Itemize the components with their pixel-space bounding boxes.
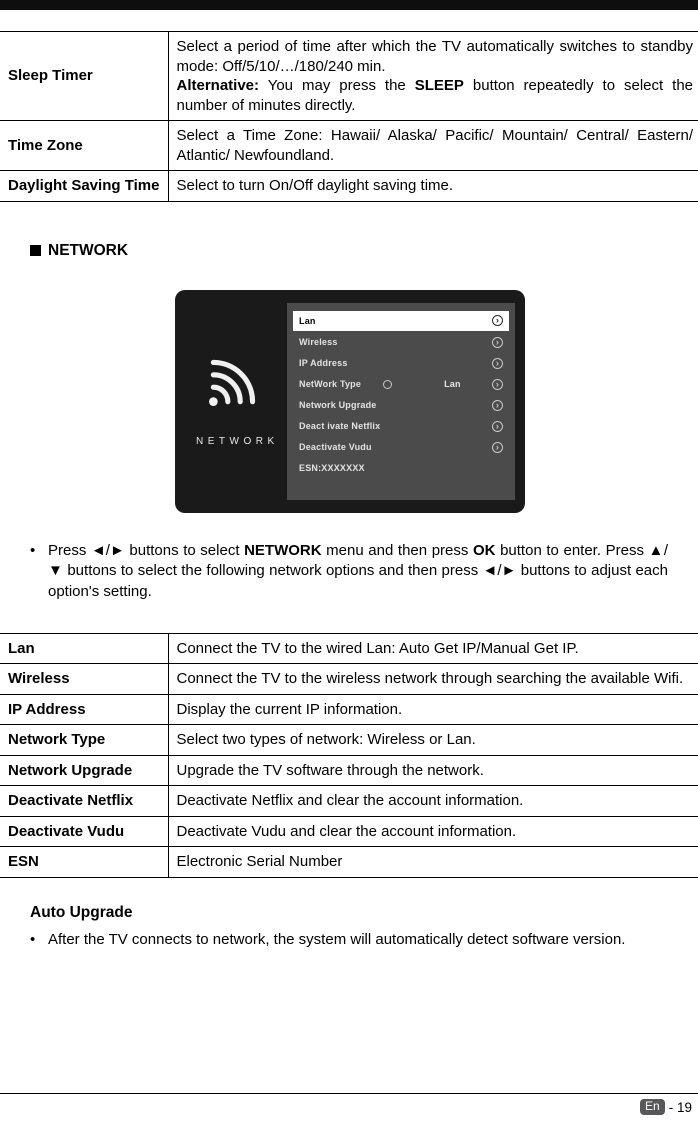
menu-item-wireless xyxy=(293,332,509,353)
tv-menu-screenshot xyxy=(175,290,525,513)
network-logo-label: NETWORK xyxy=(196,435,279,447)
row-description: Select a period of time after which the TV automatically switches to standby mode: Off/5/10/…/180/240 min. Alternative: You may press the SLEEP button repeatedly to select the number of minutes directly. xyxy=(168,32,698,121)
menu-item-network-type xyxy=(293,374,509,395)
menu-item-esn xyxy=(293,458,509,479)
toggle-circle-icon xyxy=(383,380,392,389)
row-label: Network Type xyxy=(0,725,168,756)
menu-item-label: NetWork Type xyxy=(299,379,362,389)
section-marker-icon xyxy=(30,245,41,256)
table-row xyxy=(0,664,698,695)
menu-item-value: Lan xyxy=(444,379,461,389)
bullet-text: Press ◄/► buttons to select NETWORK menu and then press OK button to enter. Press ▲/▼ buttons to select the following network options and then press ◄/► buttons to adjust each option's setting. xyxy=(48,541,668,600)
menu-item-ip-address xyxy=(293,353,509,374)
table-row xyxy=(0,171,698,202)
row-label: Time Zone xyxy=(0,121,168,171)
page-number xyxy=(640,1099,692,1115)
bullet-text: After the TV connects to network, the system will automatically detect software version. xyxy=(48,930,626,948)
menu-item-label: Wireless xyxy=(299,337,338,347)
menu-item-label: ESN:XXXXXXX xyxy=(299,463,365,473)
table-row xyxy=(0,786,698,817)
menu-item-deactivate-vudu xyxy=(293,437,509,458)
network-options-table xyxy=(0,633,698,878)
instruction-bullet xyxy=(30,541,668,603)
table-row xyxy=(0,32,698,121)
wifi-signal-icon xyxy=(201,348,267,414)
auto-upgrade-bullet xyxy=(30,930,668,951)
bullet-marker: • xyxy=(30,930,36,948)
row-label: Lan xyxy=(0,633,168,664)
row-label: Deactivate Vudu xyxy=(0,816,168,847)
page-number-text: - 19 xyxy=(668,1099,692,1115)
menu-item-deactivate-netflix xyxy=(293,416,509,437)
chevron-circle-icon: › xyxy=(492,421,503,432)
section-heading-label: NETWORK xyxy=(48,241,129,259)
chevron-circle-icon: › xyxy=(492,337,503,348)
row-description: Upgrade the TV software through the network. xyxy=(168,755,698,786)
top-accent-bar xyxy=(0,0,698,10)
row-description: Connect the TV to the wireless network through searching the available Wifi. xyxy=(168,664,698,695)
row-description: Select to turn On/Off daylight saving time. xyxy=(168,171,698,202)
menu-item-label: Lan xyxy=(299,315,316,326)
row-label: Daylight Saving Time xyxy=(0,171,168,202)
row-description: Connect the TV to the wired Lan: Auto Get IP/Manual Get IP. xyxy=(168,633,698,664)
table-row xyxy=(0,633,698,664)
row-description: Deactivate Vudu and clear the account information. xyxy=(168,816,698,847)
row-label: Sleep Timer xyxy=(0,32,168,121)
table-row xyxy=(0,694,698,725)
settings-table xyxy=(0,31,698,202)
auto-upgrade-heading: Auto Upgrade xyxy=(30,903,133,921)
bullet-marker: • xyxy=(30,541,36,559)
row-label: IP Address xyxy=(0,694,168,725)
row-description: Deactivate Netflix and clear the account information. xyxy=(168,786,698,817)
row-label: Deactivate Netflix xyxy=(0,786,168,817)
row-label: Network Upgrade xyxy=(0,755,168,786)
menu-item-label: Network Upgrade xyxy=(299,400,377,410)
row-description: Select two types of network: Wireless or Lan. xyxy=(168,725,698,756)
chevron-circle-icon: › xyxy=(492,400,503,411)
row-description: Display the current IP information. xyxy=(168,694,698,725)
table-row xyxy=(0,816,698,847)
chevron-circle-icon: › xyxy=(492,379,503,390)
menu-item-label: Deactivate Vudu xyxy=(299,442,372,452)
section-heading-network xyxy=(30,242,668,260)
menu-item-label: IP Address xyxy=(299,358,348,368)
table-row xyxy=(0,725,698,756)
row-description: Select a Time Zone: Hawaii/ Alaska/ Pacific/ Mountain/ Central/ Eastern/ Atlantic/ Newfoundland. xyxy=(168,121,698,171)
menu-item-lan xyxy=(293,311,509,331)
chevron-circle-icon: › xyxy=(492,442,503,453)
chevron-circle-icon: › xyxy=(492,315,503,326)
footer-divider xyxy=(0,1093,698,1094)
row-label: Wireless xyxy=(0,664,168,695)
menu-panel xyxy=(287,303,515,500)
table-row xyxy=(0,847,698,878)
table-row xyxy=(0,755,698,786)
menu-item-label: Deact ivate Netflix xyxy=(299,421,381,431)
chevron-circle-icon: › xyxy=(492,358,503,369)
table-row xyxy=(0,121,698,171)
language-badge: En xyxy=(640,1099,665,1115)
row-label: ESN xyxy=(0,847,168,878)
menu-item-network-upgrade xyxy=(293,395,509,416)
row-description: Electronic Serial Number xyxy=(168,847,698,878)
